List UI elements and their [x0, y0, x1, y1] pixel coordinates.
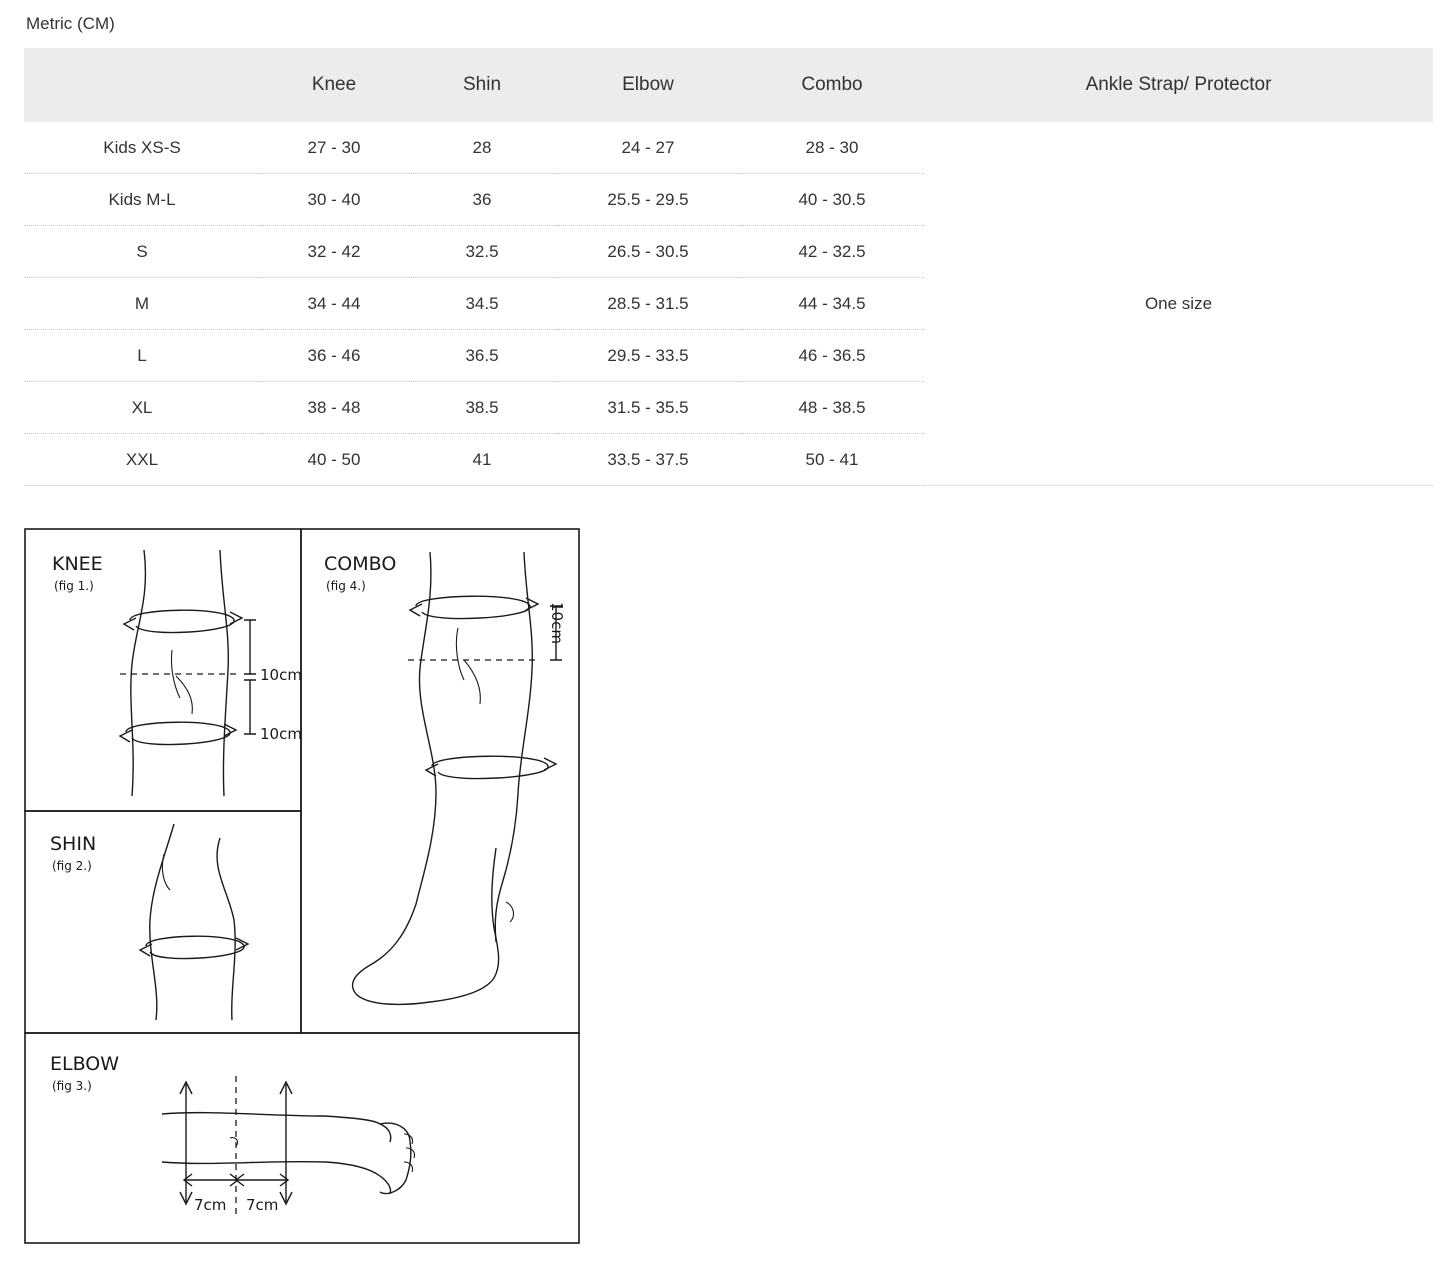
cell-size: Kids XS-S [24, 122, 260, 174]
column-header-knee: Knee [260, 48, 408, 122]
cell-combo: 50 - 41 [740, 434, 924, 486]
cell-size: S [24, 226, 260, 278]
knee-leg-outline-left [131, 550, 146, 796]
cell-elbow: 24 - 27 [556, 122, 740, 174]
cell-size: XL [24, 382, 260, 434]
cell-elbow: 28.5 - 31.5 [556, 278, 740, 330]
elbow-arm-bottom [162, 1162, 391, 1194]
cell-size: XXL [24, 434, 260, 486]
cell-shin: 41 [408, 434, 556, 486]
cell-knee: 40 - 50 [260, 434, 408, 486]
cell-size: L [24, 330, 260, 382]
elbow-measure-right: 7cm [246, 1196, 279, 1214]
cell-shin: 28 [408, 122, 556, 174]
cell-shin: 36 [408, 174, 556, 226]
combo-subtitle: (fig 4.) [326, 579, 366, 593]
cell-combo: 28 - 30 [740, 122, 924, 174]
elbow-joint-detail [230, 1138, 238, 1146]
unit-label: Metric (CM) [26, 14, 115, 33]
cell-shin: 32.5 [408, 226, 556, 278]
measurement-diagram-svg [24, 528, 580, 1244]
cell-shin: 38.5 [408, 382, 556, 434]
cell-knee: 32 - 42 [260, 226, 408, 278]
cell-combo: 46 - 36.5 [740, 330, 924, 382]
elbow-subtitle: (fig 3.) [52, 1079, 92, 1093]
shin-outline-right [217, 838, 235, 1020]
cell-combo: 44 - 34.5 [740, 278, 924, 330]
column-header-ankle-strap: Ankle Strap/ Protector [924, 48, 1433, 122]
elbow-dim-left [184, 1174, 238, 1186]
combo-ankle-detail [506, 902, 513, 922]
elbow-arm-top [162, 1113, 391, 1142]
shin-band [146, 936, 244, 958]
cell-knee: 36 - 46 [260, 330, 408, 382]
cell-size: Kids M-L [24, 174, 260, 226]
table-row [24, 122, 1433, 174]
table-header [24, 48, 1433, 122]
knee-subtitle: (fig 1.) [54, 579, 94, 593]
cell-shin: 34.5 [408, 278, 556, 330]
column-header-size [24, 48, 260, 122]
elbow-measure-left: 7cm [194, 1196, 227, 1214]
combo-upper-band [416, 596, 530, 618]
combo-lower-band [432, 756, 548, 778]
knee-leg-outline-right [220, 550, 228, 796]
knee-measure-upper: 10cm [260, 666, 302, 684]
combo-title: COMBO [324, 553, 397, 575]
measurement-diagram [24, 528, 1421, 1249]
cell-combo: 40 - 30.5 [740, 174, 924, 226]
cell-elbow: 31.5 - 35.5 [556, 382, 740, 434]
cell-size: M [24, 278, 260, 330]
column-header-elbow: Elbow [556, 48, 740, 122]
cell-knee: 38 - 48 [260, 382, 408, 434]
cell-elbow: 25.5 - 29.5 [556, 174, 740, 226]
elbow-dim-right [236, 1174, 288, 1186]
knee-bracket-lower [244, 680, 256, 734]
knee-bracket-upper [244, 620, 256, 674]
knee-measure-lower: 10cm [260, 725, 302, 743]
column-header-combo: Combo [740, 48, 924, 122]
cell-knee: 34 - 44 [260, 278, 408, 330]
cell-elbow: 33.5 - 37.5 [556, 434, 740, 486]
cell-knee: 27 - 30 [260, 122, 408, 174]
combo-measure: 10cm [548, 602, 566, 644]
cell-knee: 30 - 40 [260, 174, 408, 226]
combo-detail-1 [456, 628, 464, 680]
cell-ankle-strap: One size [924, 122, 1433, 486]
size-chart-table [24, 48, 1433, 486]
shin-title: SHIN [50, 833, 97, 855]
shin-outline-left [150, 824, 174, 1020]
cell-elbow: 29.5 - 33.5 [556, 330, 740, 382]
table-header-row [24, 48, 1433, 122]
column-header-shin: Shin [408, 48, 556, 122]
table-body [24, 122, 1433, 486]
elbow-title: ELBOW [50, 1053, 120, 1075]
cell-shin: 36.5 [408, 330, 556, 382]
combo-detail-2 [464, 660, 480, 704]
knee-title: KNEE [52, 553, 103, 575]
knee-lower-band [126, 722, 230, 744]
cell-elbow: 26.5 - 30.5 [556, 226, 740, 278]
cell-combo: 42 - 32.5 [740, 226, 924, 278]
cell-combo: 48 - 38.5 [740, 382, 924, 434]
knee-upper-band [130, 610, 234, 632]
shin-subtitle: (fig 2.) [52, 859, 92, 873]
